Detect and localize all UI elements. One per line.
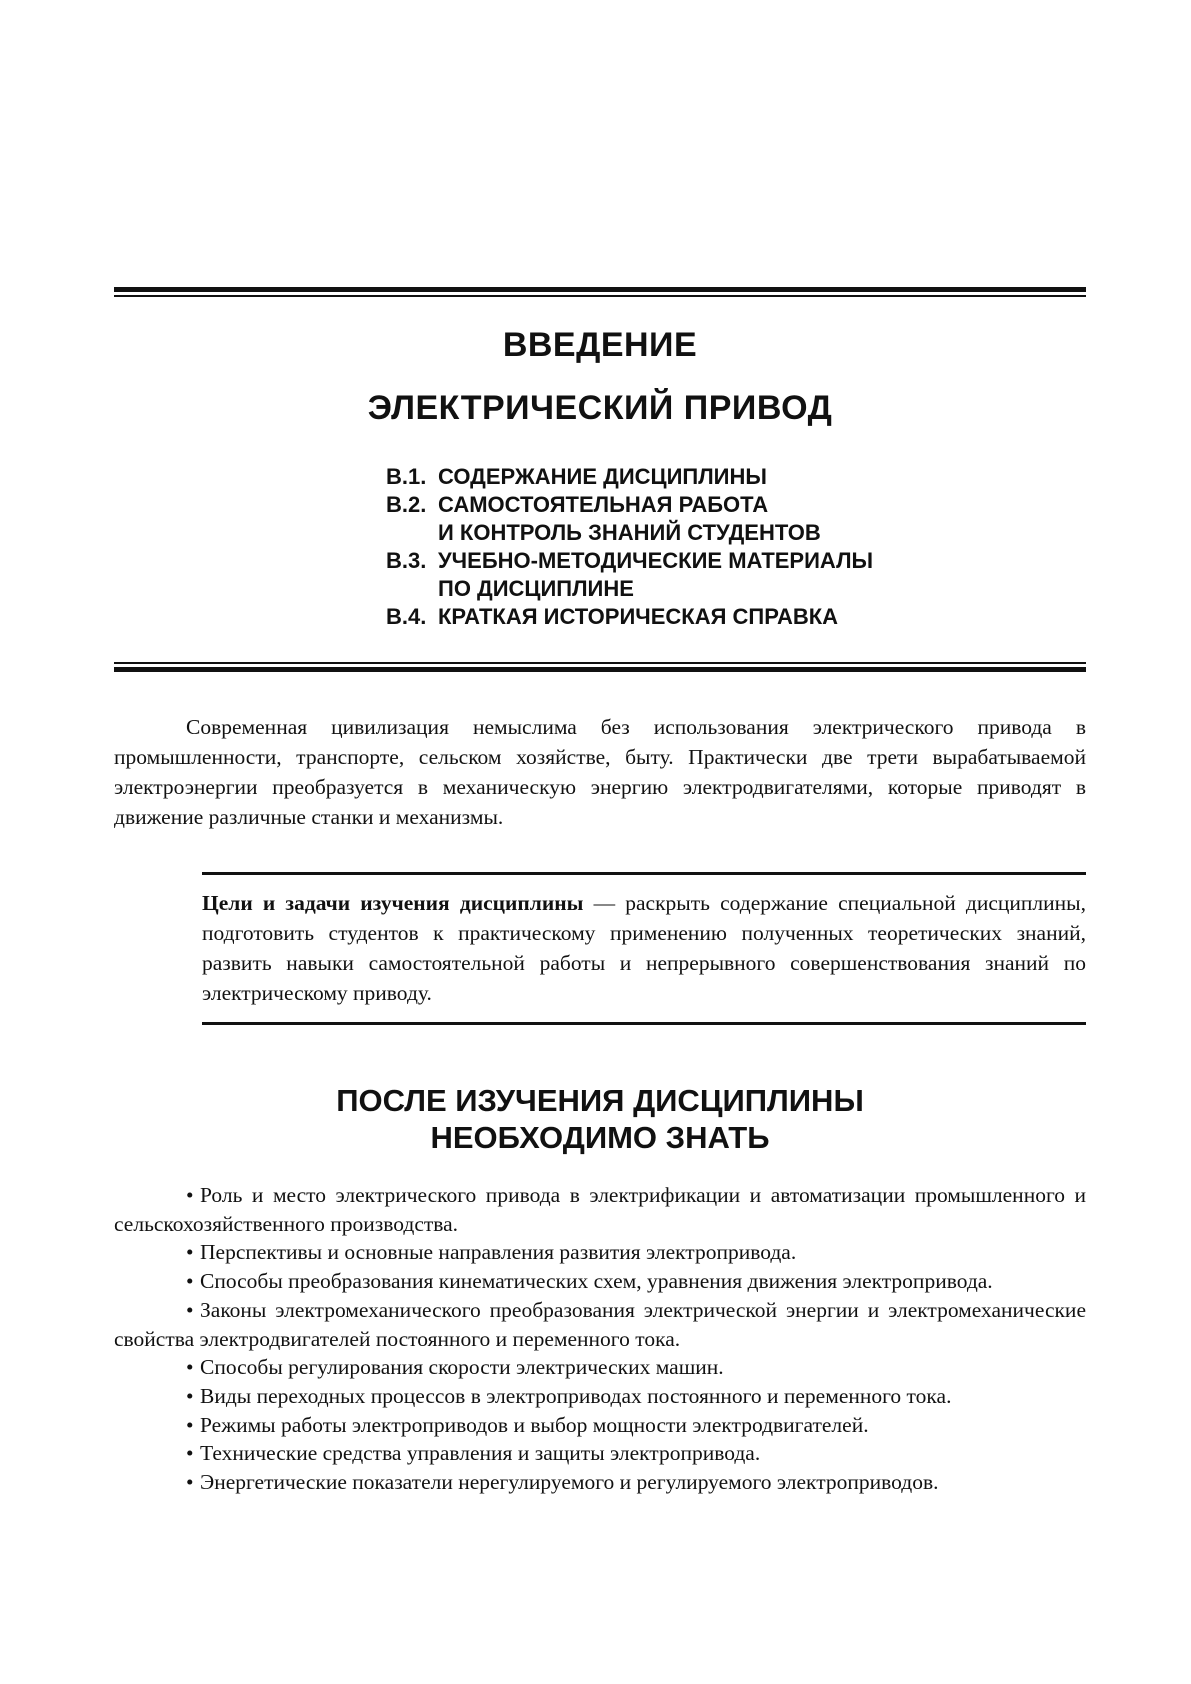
toc-item-label: УЧЕБНО-МЕТОДИЧЕСКИЕ МАТЕРИАЛЫ ПО ДИСЦИПЛИНЕ: [438, 548, 874, 601]
bullet-icon: •: [186, 1441, 194, 1466]
thin-rule: [114, 662, 1086, 664]
goals-box: [202, 872, 1086, 1025]
goals-paragraph: [202, 888, 1086, 1008]
toc-item: [386, 491, 873, 547]
goals-term: Цели и задачи изучения дисциплины: [202, 891, 584, 915]
toc-item-number: В.2.: [386, 492, 427, 517]
thick-rule: [114, 287, 1086, 292]
knowledge-title-line: НЕОБХОДИМО ЗНАТЬ: [430, 1120, 770, 1155]
bullet-icon: •: [186, 1412, 194, 1437]
knowledge-title: [114, 1082, 1086, 1156]
list-item-text: Роль и место электрического привода в электрификации и автоматизации промышленного и сельскохозяйственного производства.: [114, 1183, 1086, 1236]
list-item: [114, 1296, 1086, 1353]
knowledge-list: [114, 1181, 1086, 1497]
list-item: [114, 1181, 1086, 1238]
list-item: [114, 1382, 1086, 1411]
knowledge-title-line: ПОСЛЕ ИЗУЧЕНИЯ ДИСЦИПЛИНЫ: [336, 1083, 864, 1118]
list-item: [114, 1238, 1086, 1267]
list-item: [114, 1411, 1086, 1440]
chapter-title-main: ЭЛЕКТРИЧЕСКИЙ ПРИВОД: [367, 389, 833, 427]
bullet-icon: •: [186, 1183, 194, 1207]
goals-bottom-rule: [202, 1022, 1086, 1025]
list-item-text: Законы электромеханического преобразования электрической энергии и электромеханические свойства электродвигателей постоянного и переменного тока.: [114, 1297, 1086, 1351]
toc-item: [386, 547, 873, 603]
list-item-text: Перспективы и основные направления развития электропривода.: [200, 1240, 797, 1265]
toc-item-number: В.3.: [386, 548, 427, 573]
list-item: [114, 1353, 1086, 1382]
toc-item-label: СОДЕРЖАНИЕ ДИСЦИПЛИНЫ: [438, 464, 767, 489]
toc-item-number: В.4.: [386, 604, 427, 629]
header-top-rule: [114, 287, 1086, 297]
intro-paragraph: Современная цивилизация немыслима без использования электрического привода в промышленности, транспорте, сельском хозяйстве, быту. Практически две трети вырабатываемой электроэнергии преобразуется в механическую энергию электродвигателями, которые приводят в движение различные станки и механизмы.: [114, 715, 1086, 829]
section-contents-list: [386, 463, 873, 631]
list-item-text: Способы преобразования кинематических схем, уравнения движения электропривода.: [200, 1269, 993, 1294]
list-item: [114, 1267, 1086, 1296]
toc-item: [386, 463, 873, 491]
goals-top-rule: [202, 872, 1086, 875]
chapter-title-intro: ВВЕДЕНИЕ: [502, 326, 698, 364]
bullet-icon: •: [186, 1240, 194, 1265]
bullet-icon: •: [186, 1355, 194, 1380]
toc-item-label: САМОСТОЯТЕЛЬНАЯ РАБОТА И КОНТРОЛЬ ЗНАНИЙ СТУДЕНТОВ: [438, 492, 821, 545]
thick-rule: [114, 667, 1086, 672]
goals-definition: — раскрыть содержание специальной дисциплины, подготовить студентов к практическому применению полученных теоретических знаний, развить навыки самостоятельной работы и непрерывного совершенствования знаний по электрическому приводу.: [202, 891, 1086, 1005]
list-item-text: Режимы работы электроприводов и выбор мощности электродвигателей.: [200, 1412, 869, 1437]
header-bottom-rule: [114, 662, 1086, 672]
toc-item-number: В.1.: [386, 464, 427, 489]
list-item-text: Технические средства управления и защиты электропривода.: [200, 1441, 761, 1466]
list-item-text: Энергетические показатели нерегулируемого и регулируемого электроприводов.: [200, 1470, 939, 1495]
list-item: [114, 1468, 1086, 1497]
bullet-icon: •: [186, 1297, 194, 1322]
list-item-text: Способы регулирования скорости электрических машин.: [200, 1355, 724, 1380]
toc-item: [386, 603, 873, 631]
toc-item-label: КРАТКАЯ ИСТОРИЧЕСКАЯ СПРАВКА: [438, 604, 839, 629]
thin-rule: [114, 295, 1086, 297]
bullet-icon: •: [186, 1269, 194, 1294]
list-item-text: Виды переходных процессов в электроприводах постоянного и переменного тока.: [200, 1383, 952, 1408]
bullet-icon: •: [186, 1383, 194, 1408]
list-item: [114, 1439, 1086, 1468]
bullet-icon: •: [186, 1470, 194, 1495]
